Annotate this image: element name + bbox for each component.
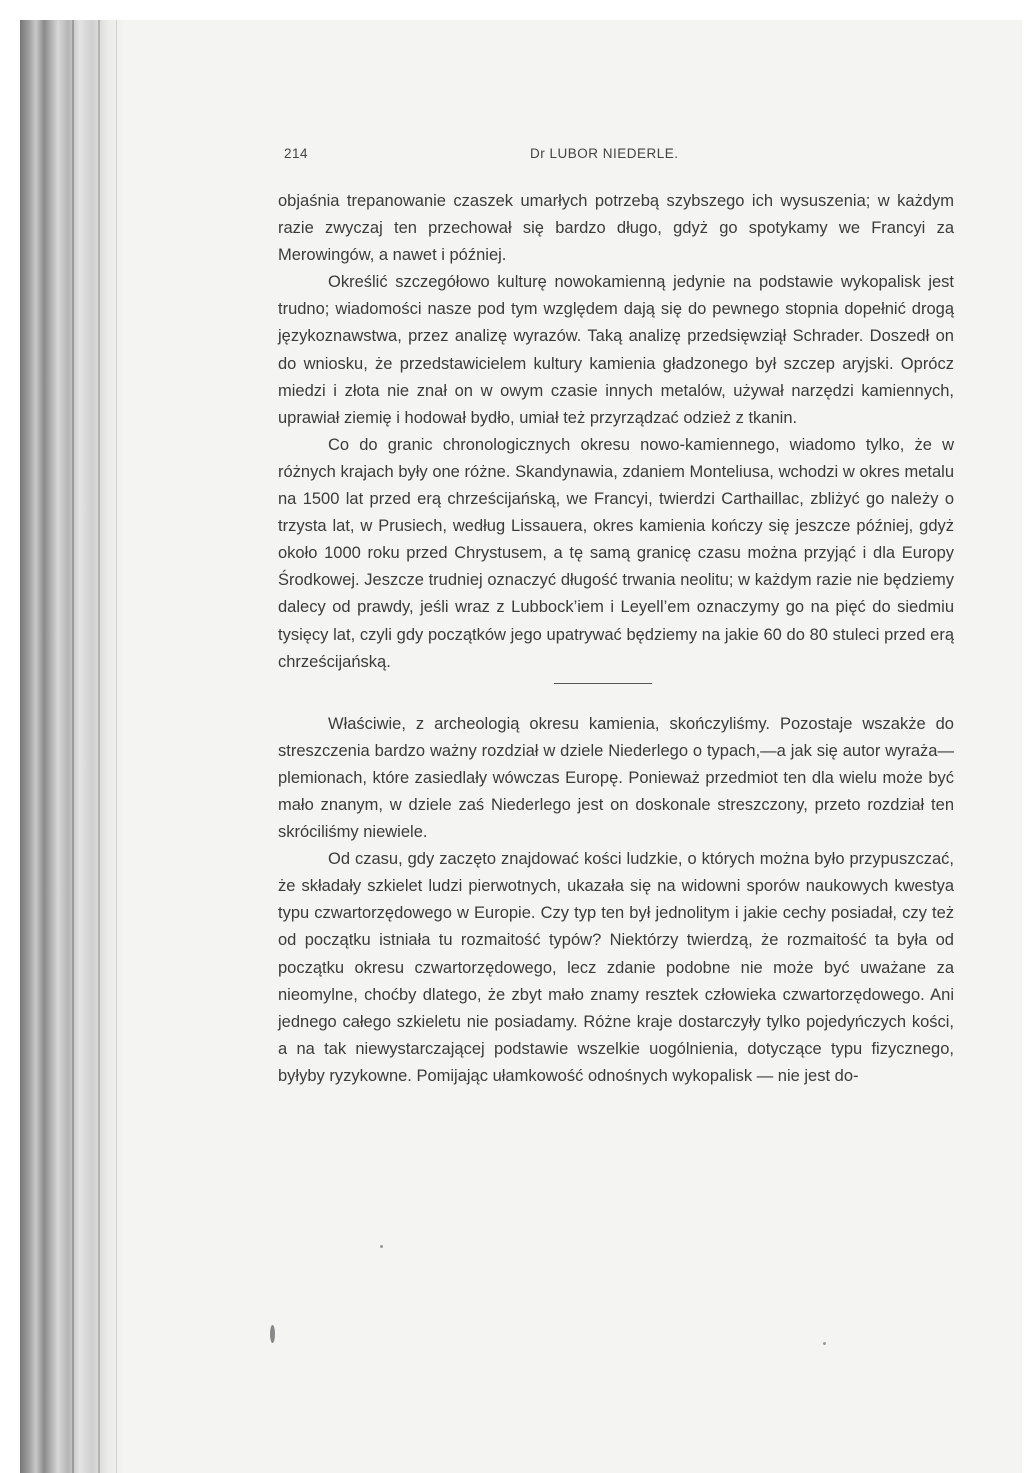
ink-speck (270, 1325, 275, 1343)
paragraph: Co do granic chronologicznych okresu nowo-kamiennego, wiadomo tylko, że w różnych krajach były one różne. Skandynawia, zdaniem Monteliusa, wchodzi w okres metalu na 1500 lat przed erą chrześcijańską, we Francyi, twierdzi Carthaillac, zbliżyć go należy o trzysta lat, w Prusiech, według Lissauera, okres kamienia kończy się jeszcze później, gdyż około 1000 roku przed Chrystusem, a tę samą granicę czasu można przyjąć i dla Europy Środkowej. Jeszcze trudniej oznaczyć długość trwania neolitu; w każdym razie nie będziemy dalecy od prawdy, jeśli wraz z Lubbock’iem i Leyell’em oznaczymy go na pięć do siedmiu tysięcy lat, czyli gdy początków jego upatrywać będziemy na jakie 60 do 80 stuleci przed erą chrześcijańską. (278, 435, 954, 671)
paragraph: Właściwie, z archeologią okresu kamienia, skończyliśmy. Pozostaje wszakże do streszczenia bardzo ważny rozdział w dziele Niederlego o typach,—a jak się autor wyraża—plemionach, które zasiedlały wówczas Europę. Ponieważ przedmiot ten dla wielu może być mało znanym, w dziele zaś Niederlego jest on doskonale streszczony, przeto rozdział ten skróciliśmy niewiele. (278, 714, 954, 842)
spine-line (98, 20, 100, 1473)
section-divider (554, 683, 652, 684)
spine-line (116, 20, 117, 1473)
page-number: 214 (284, 146, 309, 161)
running-head: Dr LUBOR NIEDERLE. (530, 146, 679, 161)
paragraph: Określić szczegółowo kulturę nowokamienną jedynie na podstawie wykopalisk jest trudno; wiadomości nasze pod tym względem dają się do pewnego stopnia dopełnić drogą językoznawstwa, przez analizę wyrazów. Taką analizę przedsięwziął Schrader. Doszedł on do wniosku, że przedstawicielem kultury kamienia gładzonego był szczep aryjski. Oprócz miedzi i złota nie znał on w owym czasie innych metalów, używał narzędzi kamiennych, uprawiał ziemię i hodował bydło, umiał też przyrządzać odzież z tkanin. (278, 273, 954, 427)
spine-line (72, 20, 74, 1473)
ink-speck (380, 1245, 383, 1248)
paragraph: objaśnia trepanowanie czaszek umarłych potrzebą szybszego ich wysuszenia; w każdym razie zwyczaj ten przechował się bardzo długo, gdyż go spotykamy we Francyi za Merowingów, a nawet i później. (278, 192, 954, 265)
page-header (268, 146, 964, 170)
paragraph: Od czasu, gdy zaczęto znajdować kości ludzkie, o których można było przypuszczać, że składały szkielet ludzi pierwotnych, ukazała się na widowni sporów naukowych kwestya typu czwartorzędowego w Europie. Czy typ ten był jednolitym i jakie cechy posiadał, czy też od początku istniała tu rozmaitość typów? Niektórzy twierdzą, że rozmaitość ta była od początku okresu czwartorzędowego, lecz zdanie podobne nie może być uważane za nieomylne, choćby dlatego, że zbyt mało znamy resztek człowieka czwartorzędowego. Ani jednego całego szkieletu nie posiadamy. Różne kraje dostarczyły tylko pojedyńczych kości, a na tak niewystarczającej podstawie wszelkie uogólnienia, dotyczące typu fizycznego, byłyby ryzykowne. Pomijając ułamkowość odnośnych wykopalisk — nie jest do- (278, 850, 954, 1085)
ink-speck (823, 1342, 826, 1345)
body-text (278, 188, 954, 1090)
